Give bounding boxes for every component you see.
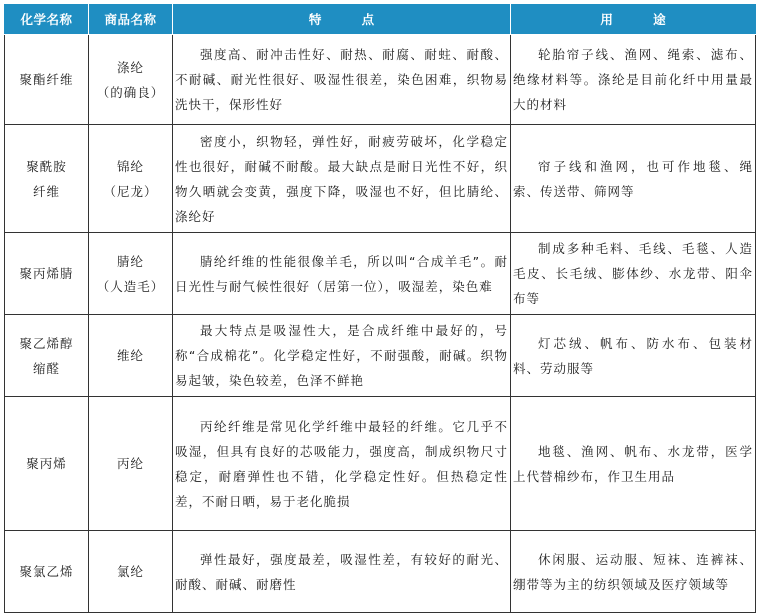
features-cell: [173, 531, 511, 613]
uses-cell: [511, 125, 756, 233]
chemical-name-cell: [5, 315, 89, 397]
features-cell: [173, 125, 511, 233]
table-row: [5, 531, 756, 613]
features-text: 最大特点是吸湿性大，是合成纤维中最好的，号称“合成棉花”。化学稳定性好，不耐强酸，耐碱。织物易起皱，染色较差，色泽不鲜艳: [175, 323, 508, 388]
features-text: 密度小，织物轻，弹性好，耐疲劳破坏，化学稳定性也很好，耐碱不耐酸。最大缺点是耐日光性不好，织物久晒就会变黄，强度下降，吸湿也不好，但比腈纶、涤纶好: [175, 133, 508, 224]
chemical-name: 聚乙烯醇: [19, 335, 74, 351]
trade-name: 丙纶: [116, 456, 144, 471]
trade-name-cell: [89, 35, 173, 125]
chemical-name-cell: [5, 35, 89, 125]
chemical-name-cell: [5, 531, 89, 613]
table-header-row: [5, 5, 756, 35]
table-row: [5, 397, 756, 531]
trade-name: 维纶: [116, 348, 144, 363]
trade-name-cell: [89, 315, 173, 397]
uses-text: 制成多种毛料、毛线、毛毯、人造毛皮、长毛绒、膨体纱、水龙带、阳伞布等: [513, 241, 753, 306]
uses-cell: [511, 397, 756, 531]
uses-cell: [511, 233, 756, 315]
trade-name-cell: [89, 397, 173, 531]
trade-name: 氯纶: [116, 564, 144, 579]
table-row: [5, 233, 756, 315]
features-cell: [173, 35, 511, 125]
uses-cell: [511, 531, 756, 613]
chemical-name: 聚丙烯腈: [19, 266, 74, 281]
features-cell: [173, 397, 511, 531]
trade-name: 锦纶: [116, 158, 144, 174]
uses-text: 轮胎帘子线、渔网、绳索、滤布、绝缘材料等。涤纶是目前化纤中用量最大的材料: [513, 47, 753, 112]
trade-name: 腈纶: [116, 253, 144, 269]
table-row: [5, 125, 756, 233]
chemical-name: 聚酯纤维: [19, 72, 74, 87]
uses-text: 休闲服、运动服、短袜、连裤袜、绷带等为主的纺织领域及医疗领域等: [513, 551, 753, 592]
trade-name-cell: [89, 531, 173, 613]
trade-name-cell: [89, 125, 173, 233]
trade-name-alias: （人造毛）: [96, 278, 165, 294]
header-chemical-name: 化学名称: [5, 5, 89, 35]
chemical-name-cell: [5, 397, 89, 531]
features-text: 强度高、耐冲击性好、耐热、耐腐、耐蛀、耐酸、不耐碱、耐光性很好、吸湿性很差，染色困难，织物易洗快干，保形性好: [175, 47, 508, 112]
chemical-name-cell: [5, 233, 89, 315]
trade-name: 涤纶: [116, 59, 144, 75]
chemical-name: 聚氯乙烯: [19, 564, 74, 579]
uses-cell: [511, 315, 756, 397]
header-trade-name: 商品名称: [89, 5, 173, 35]
synthetic-fiber-table: [4, 4, 756, 613]
trade-name-cell: [89, 233, 173, 315]
table-row: [5, 315, 756, 397]
trade-name-alias: （的确良）: [96, 84, 165, 100]
table-row: [5, 35, 756, 125]
features-cell: [173, 233, 511, 315]
trade-name-alias: （尼龙）: [103, 183, 158, 199]
features-cell: [173, 315, 511, 397]
header-features: 特 点: [173, 5, 511, 35]
uses-text: 地毯、渔网、帆布、水龙带，医学上代替棉纱布，作卫生用品: [513, 443, 753, 484]
chemical-name: 聚酰胺: [26, 158, 67, 174]
uses-cell: [511, 35, 756, 125]
chemical-name-line-2: 缩醛: [32, 360, 60, 376]
features-text: 弹性最好，强度最差，吸湿性差，有较好的耐光、耐酸、耐碱、耐磨性: [175, 551, 508, 592]
features-text: 丙纶纤维是常见化学纤维中最轻的纤维。它几乎不吸湿，但具有良好的芯吸能力，强度高，制成织物尺寸稳定，耐磨弹性也不错，化学稳定性好。但热稳定性差，不耐日晒，易于老化脆损: [175, 418, 508, 509]
header-uses: 用 途: [511, 5, 756, 35]
chemical-name-line-2: 纤维: [32, 183, 60, 199]
features-text: 腈纶纤维的性能很像羊毛，所以叫“合成羊毛”。耐日光性与耐气候性很好（居第一位），吸湿差，染色难: [175, 253, 508, 294]
uses-text: 帘子线和渔网，也可作地毯、绳索、传送带、筛网等: [513, 158, 753, 199]
uses-text: 灯芯绒、帆布、防水布、包装材料、劳动服等: [513, 335, 753, 376]
chemical-name-cell: [5, 125, 89, 233]
chemical-name: 聚丙烯: [26, 456, 67, 471]
